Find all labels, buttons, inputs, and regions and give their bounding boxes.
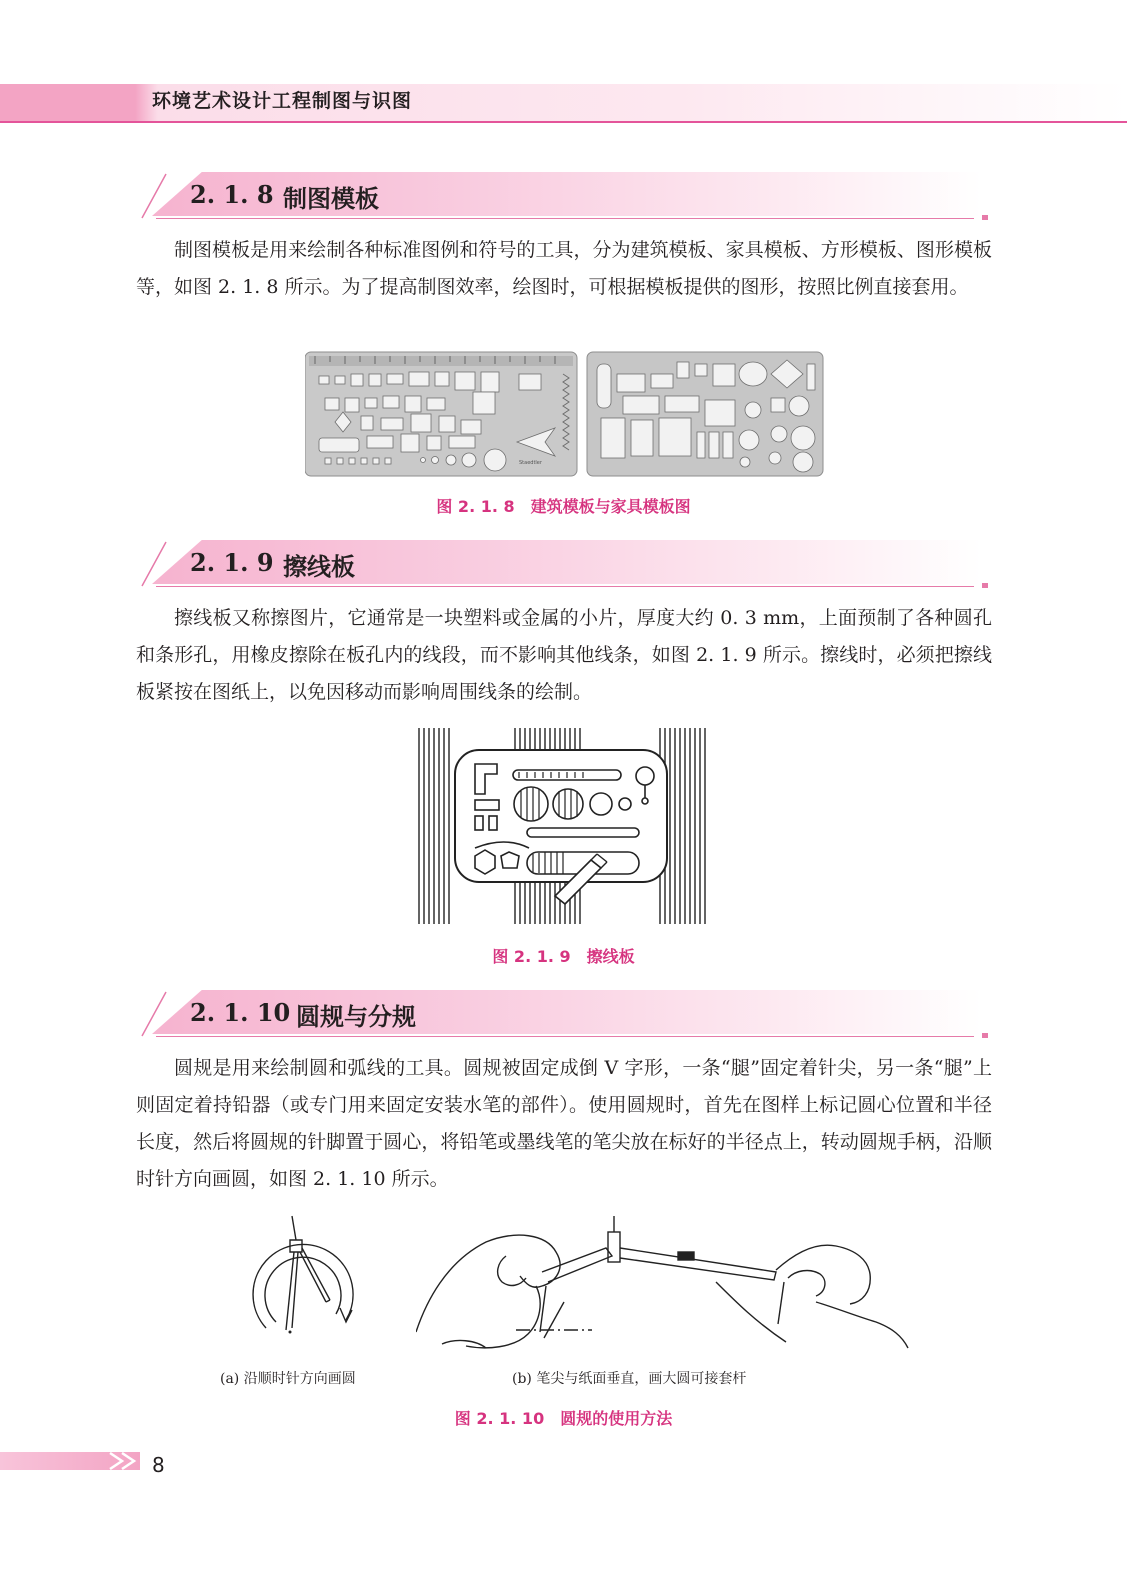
compass-hands-figure (416, 1212, 916, 1362)
figure-caption-2-1-9: 图 2. 1. 9 擦线板 (492, 947, 635, 966)
book-title: 环境艺术设计工程制图与识图 (152, 90, 413, 112)
template-figure (305, 350, 825, 480)
section-heading-2-1-8 (138, 172, 988, 220)
section-number: 2. 1. 8 (190, 180, 274, 209)
building-template-image (305, 352, 577, 476)
subcaption-a: (a) 沿顺时针方向画圆 (220, 1371, 356, 1387)
page-number: 8 (152, 1453, 165, 1477)
section-paragraph: 制图模板是用来绘制各种标准图例和符号的工具，分为建筑模板、家具模板、方形模板、图形模板等，如图 2. 1. 8 所示。为了提高制图效率，绘图时，可根据模板提供的图形，按照比例直接套用。 (136, 239, 992, 298)
section-title: 擦线板 (283, 552, 355, 581)
section-heading-2-1-10 (138, 990, 988, 1038)
chevron-right-icon (106, 1452, 146, 1470)
compass-clockwise-figure (236, 1210, 366, 1360)
section-title: 圆规与分规 (296, 1002, 416, 1031)
section-paragraph: 圆规是用来绘制圆和弧线的工具。圆规被固定成倒 V 字形，一条“腿”固定着针尖，另一条“腿”上则固定着持铅器（或专门用来固定安装水笔的部件）。使用圆规时，首先在图样上标记圆心位置和半径长度，然后将圆规的针脚置于圆心，将铅笔或墨线笔的笔尖放在标好的半径点上，转动圆规手柄，沿顺时针方向画圆，如图 2. 1. 10 所示。 (136, 1057, 992, 1190)
figure-caption-2-1-10: 图 2. 1. 10 圆规的使用方法 (454, 1409, 673, 1428)
section-title: 制图模板 (283, 184, 379, 213)
figure-caption-2-1-8: 图 2. 1. 8 建筑模板与家具模板图 (436, 497, 691, 516)
furniture-template-image (587, 352, 823, 476)
template-brand: Staedtler (519, 460, 542, 466)
section-paragraph: 擦线板又称擦图片，它通常是一块塑料或金属的小片，厚度大约 0. 3 mm，上面预制了各种圆孔和条形孔，用橡皮擦除在板孔内的线段，而不影响其他线条，如图 2. 1. 9 所示。擦线时，必须把擦线板紧按在图纸上，以免因移动而影响周围线条的绘制。 (136, 607, 992, 703)
subcaption-b: (b) 笔尖与纸面垂直，画大圆可接套杆 (512, 1371, 747, 1387)
section-number: 2. 1. 9 (190, 548, 274, 577)
section-heading-2-1-9 (138, 540, 988, 588)
header-rule (0, 121, 1127, 123)
erasing-shield-figure (415, 728, 715, 928)
section-number: 2. 1. 10 (190, 998, 291, 1027)
